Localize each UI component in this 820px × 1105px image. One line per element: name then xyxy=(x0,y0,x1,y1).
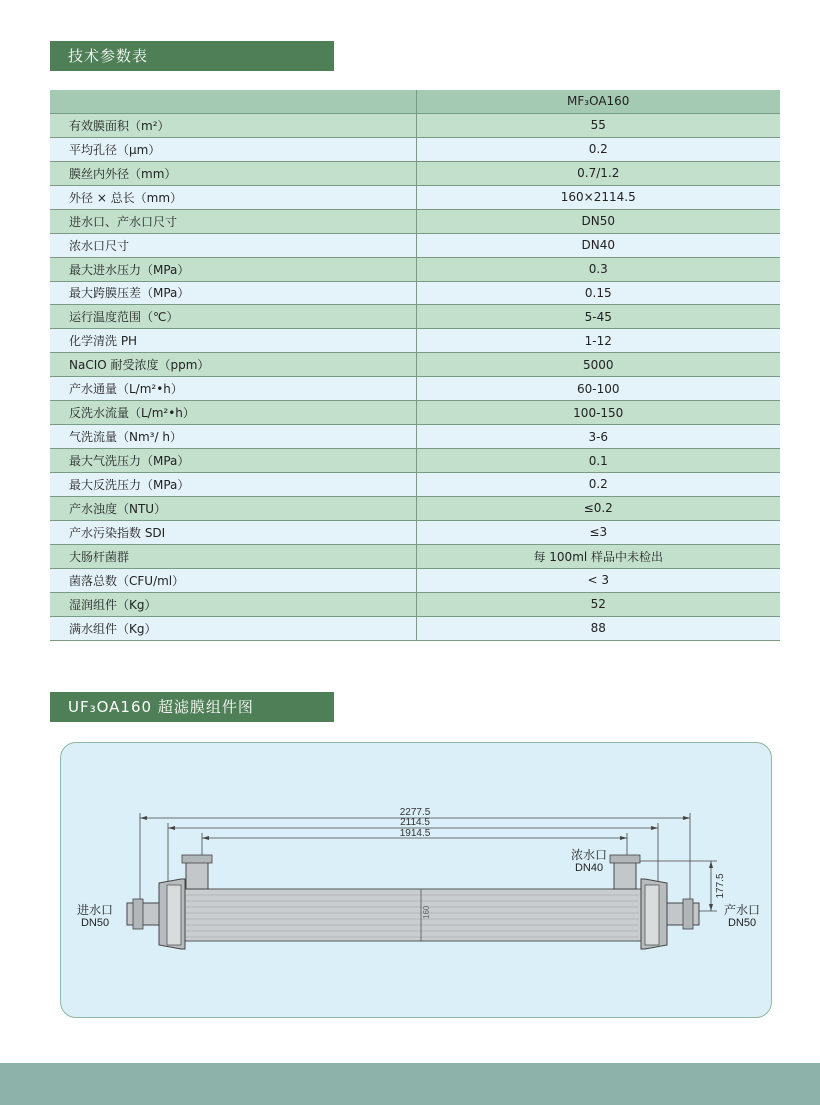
row-value: 60-100 xyxy=(416,377,780,401)
row-label: 膜丝内外径（mm） xyxy=(50,161,416,185)
table-row xyxy=(50,592,780,616)
product-size: DN50 xyxy=(727,917,757,929)
table-row xyxy=(50,401,780,425)
row-value: 0.1 xyxy=(416,449,780,473)
row-label: 满水组件（Kg） xyxy=(50,616,416,640)
row-label: 反洗水流量（L/m²•h） xyxy=(50,401,416,425)
table-row xyxy=(50,137,780,161)
dim-total-label: 2277.5 xyxy=(399,807,431,818)
concentrate-label: 浓水口 xyxy=(570,848,608,862)
table-row xyxy=(50,520,780,544)
row-label: 最大反洗压力（MPa） xyxy=(50,473,416,497)
row-value: ≤3 xyxy=(416,520,780,544)
concentrate-port xyxy=(614,859,636,889)
row-value: 5-45 xyxy=(416,305,780,329)
row-label: 产水浊度（NTU） xyxy=(50,496,416,520)
table-row xyxy=(50,257,780,281)
row-label: 浓水口尺寸 xyxy=(50,233,416,257)
section-title-diagram: UF₃OA160 超滤膜组件图 xyxy=(50,692,334,722)
table-row xyxy=(50,329,780,353)
concentrate-flange xyxy=(610,855,640,863)
row-label: 最大气洗压力（MPa） xyxy=(50,449,416,473)
membrane-housing xyxy=(181,889,641,941)
module-diagram xyxy=(60,742,772,1018)
table-row xyxy=(50,425,780,449)
table-row xyxy=(50,161,780,185)
row-label: 有效膜面积（m²） xyxy=(50,113,416,137)
row-label: 化学清洗 PH xyxy=(50,329,416,353)
row-label: 运行温度范围（℃） xyxy=(50,305,416,329)
row-value: 0.3 xyxy=(416,257,780,281)
table-row xyxy=(50,185,780,209)
left-cap-inner xyxy=(167,885,181,945)
row-label: 产水污染指数 SDI xyxy=(50,520,416,544)
row-value: 0.2 xyxy=(416,137,780,161)
row-value: 0.7/1.2 xyxy=(416,161,780,185)
table-row xyxy=(50,353,780,377)
row-label: 外径 × 总长（mm） xyxy=(50,185,416,209)
footer-bar xyxy=(0,1063,820,1105)
row-value: 0.2 xyxy=(416,473,780,497)
table-row xyxy=(50,449,780,473)
left-top-flange xyxy=(182,855,212,863)
row-label: 气洗流量（Nm³/ h） xyxy=(50,425,416,449)
inlet-label: 进水口 xyxy=(76,903,114,917)
row-label: 产水通量（L/m²•h） xyxy=(50,377,416,401)
row-value: 88 xyxy=(416,616,780,640)
row-value: 每 100ml 样品中未检出 xyxy=(416,544,780,568)
row-value: ≤0.2 xyxy=(416,496,780,520)
table-row xyxy=(50,209,780,233)
inlet-size: DN50 xyxy=(80,917,110,929)
right-cap-inner xyxy=(645,885,659,945)
dim-inner-label: 1914.5 xyxy=(399,828,431,839)
inlet-flange xyxy=(133,899,143,929)
row-value: 52 xyxy=(416,592,780,616)
table-row xyxy=(50,568,780,592)
product-label: 产水口 xyxy=(723,903,761,917)
table-row xyxy=(50,281,780,305)
table-row xyxy=(50,473,780,497)
row-label: 平均孔径（μm） xyxy=(50,137,416,161)
product-flange xyxy=(683,899,693,929)
row-value: 160×2114.5 xyxy=(416,185,780,209)
table-row xyxy=(50,616,780,640)
row-label: 大肠杆菌群 xyxy=(50,544,416,568)
section-title-specs: 技术参数表 xyxy=(50,41,334,71)
table-row xyxy=(50,113,780,137)
header-model-cell: MF₃OA160 xyxy=(416,90,780,113)
row-value: 5000 xyxy=(416,353,780,377)
row-label: 菌落总数（CFU/ml） xyxy=(50,568,416,592)
table-row xyxy=(50,305,780,329)
dim-length-label: 2114.5 xyxy=(400,817,430,828)
dim-height-label: 177.5 xyxy=(715,873,726,899)
left-top-port xyxy=(186,859,208,889)
table-row xyxy=(50,233,780,257)
row-value: 1-12 xyxy=(416,329,780,353)
header-label-cell xyxy=(50,90,416,113)
concentrate-size: DN40 xyxy=(574,862,604,874)
row-value: < 3 xyxy=(416,568,780,592)
row-label: 进水口、产水口尺寸 xyxy=(50,209,416,233)
row-value: DN40 xyxy=(416,233,780,257)
spec-table xyxy=(50,90,780,641)
table-row xyxy=(50,544,780,568)
module-drawing xyxy=(61,743,773,1019)
body-diameter-label: 160 xyxy=(422,905,431,919)
row-label: 湿润组件（Kg） xyxy=(50,592,416,616)
table-row xyxy=(50,377,780,401)
row-value: 100-150 xyxy=(416,401,780,425)
row-value: 3-6 xyxy=(416,425,780,449)
row-label: 最大进水压力（MPa） xyxy=(50,257,416,281)
row-value: 55 xyxy=(416,113,780,137)
table-header-row xyxy=(50,90,780,113)
row-value: 0.15 xyxy=(416,281,780,305)
row-label: NaCIO 耐受浓度（ppm） xyxy=(50,353,416,377)
row-label: 最大跨膜压差（MPa） xyxy=(50,281,416,305)
table-row xyxy=(50,496,780,520)
row-value: DN50 xyxy=(416,209,780,233)
